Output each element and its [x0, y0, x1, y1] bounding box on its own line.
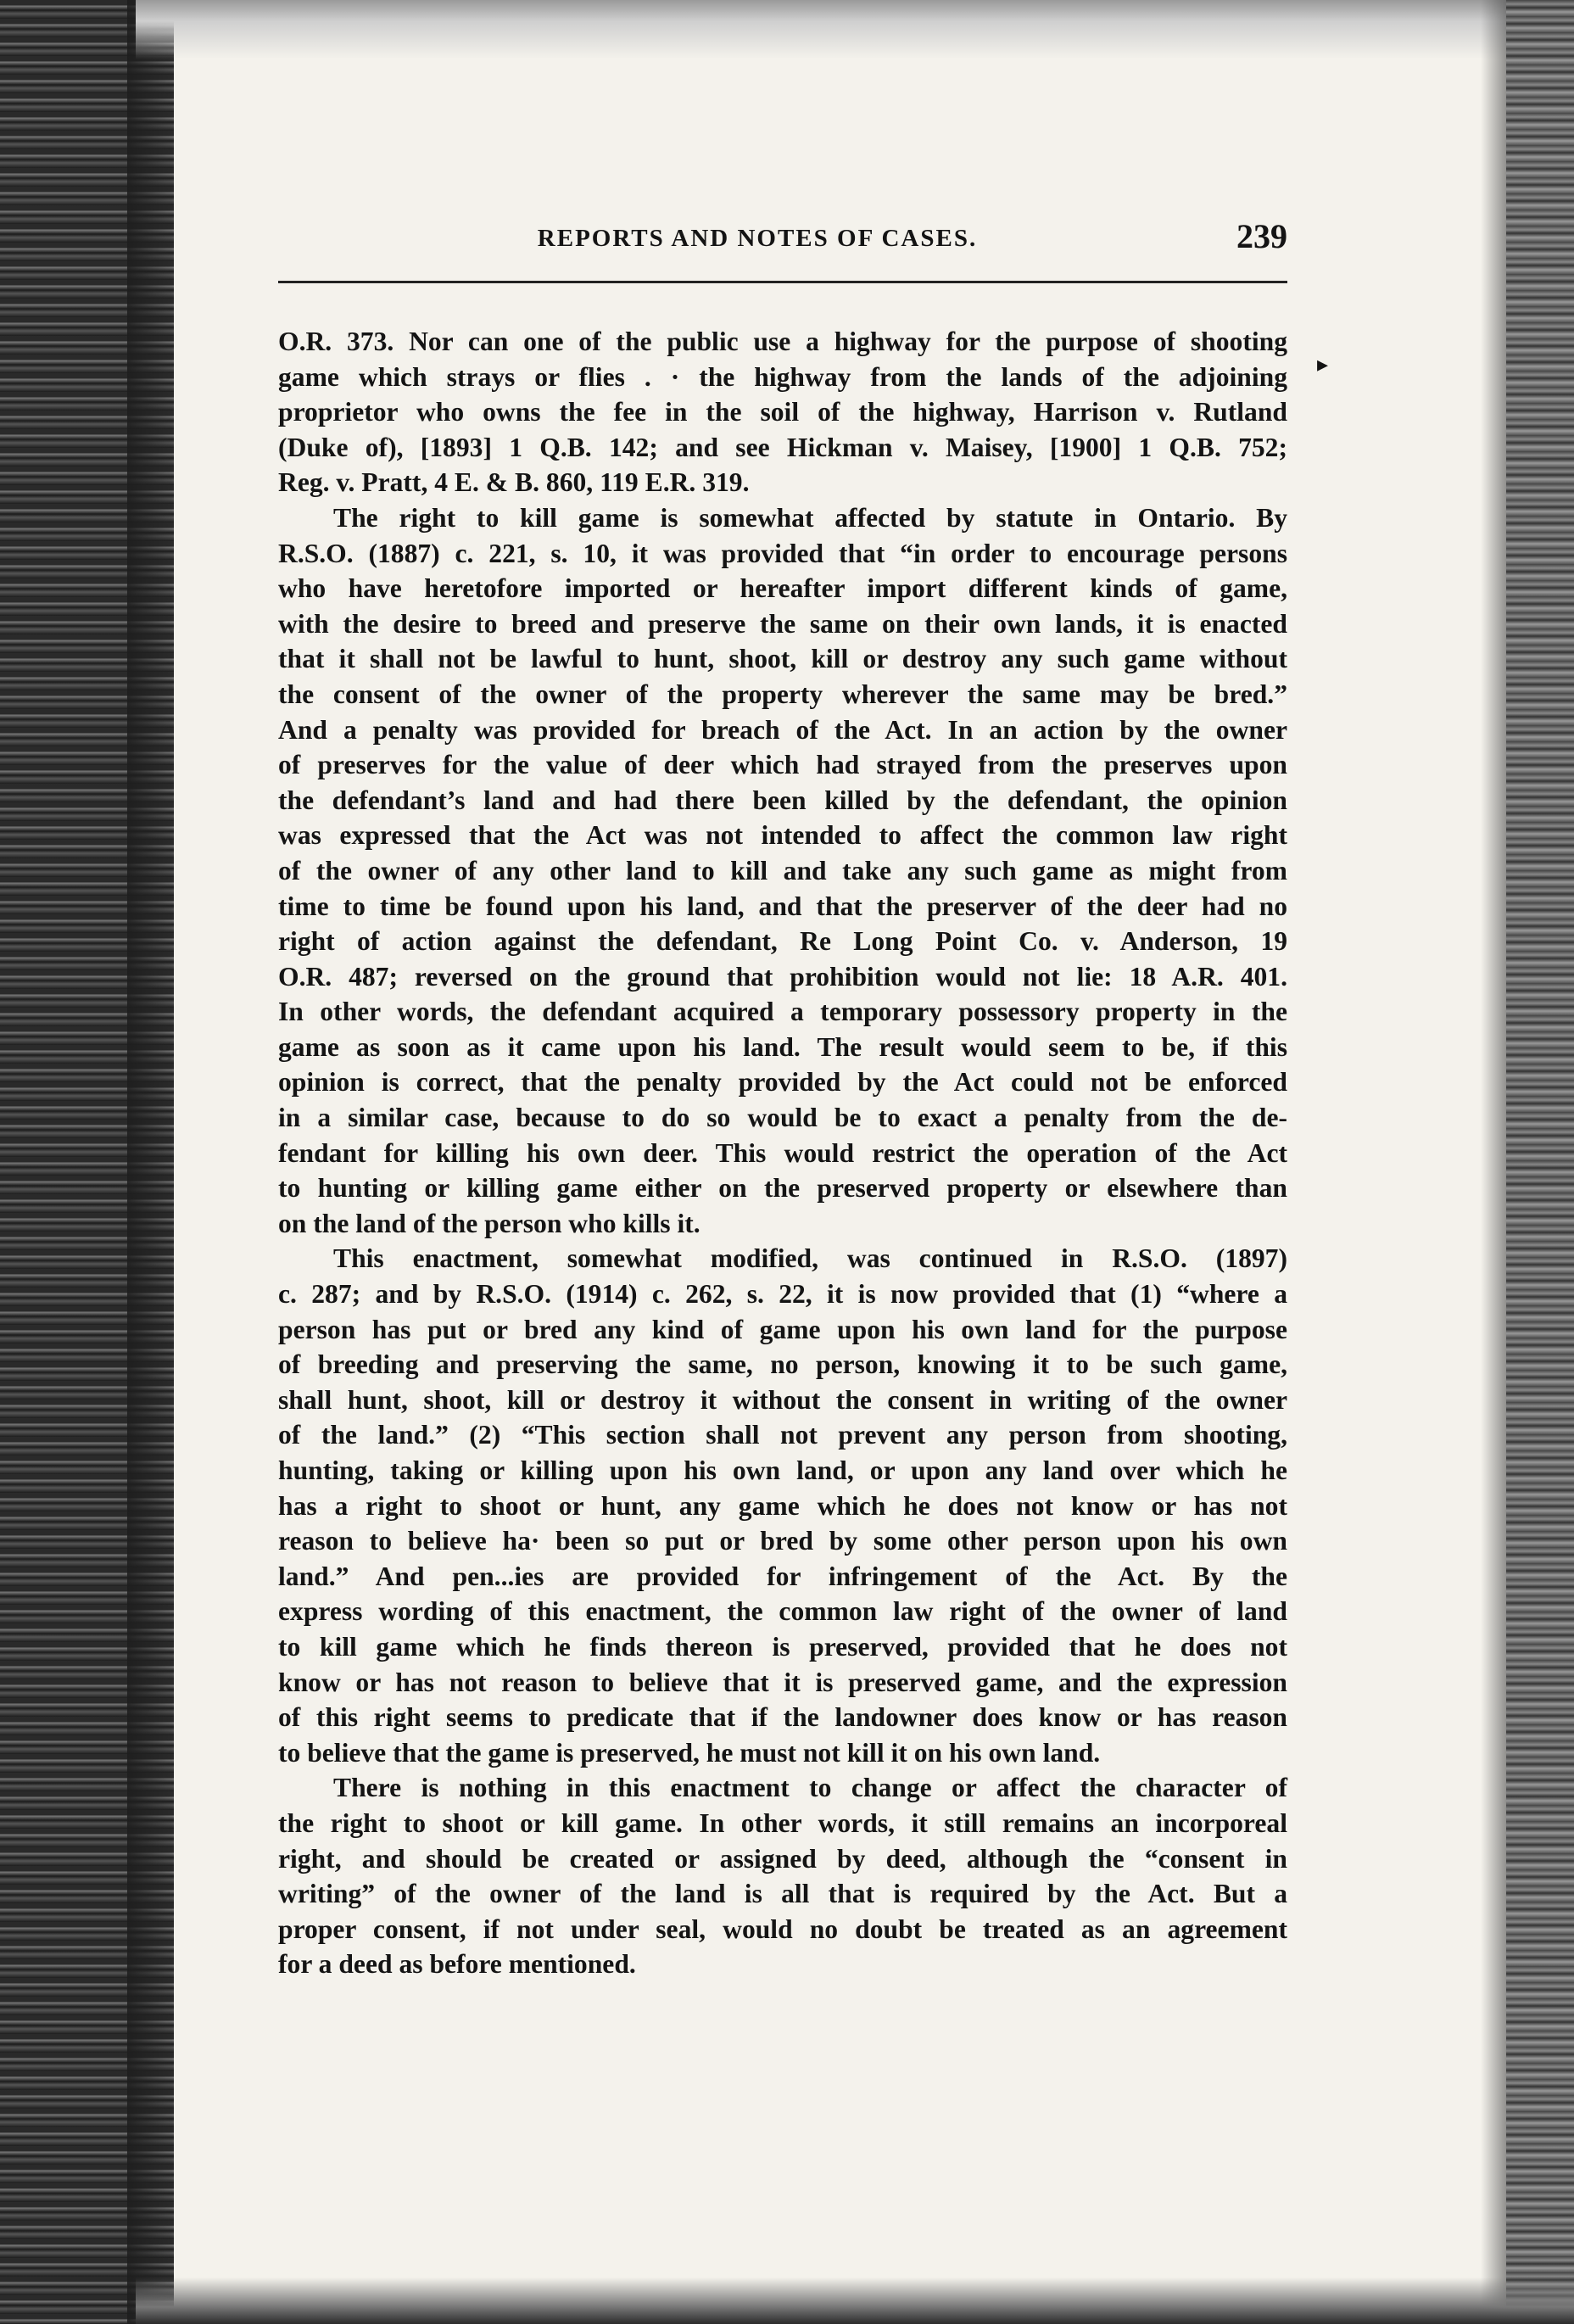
text-line: land.” And pen...ies are provided for infringement of the Act. By the [278, 1561, 1287, 1591]
text-line: the consent of the owner of the property wherever the same may be bred.” [278, 679, 1287, 709]
text-line: that it shall not be lawful to hunt, shoot, kill or destroy any such game without [278, 644, 1287, 674]
body-text [278, 324, 1287, 1982]
text-line: proprietor who owns the fee in the soil of the highway, Harrison v. Rutland [278, 397, 1287, 427]
text-line: for a deed as before mentioned. [278, 1949, 636, 1980]
text-line: was expressed that the Act was not intended to affect the common law right [278, 820, 1287, 851]
text-line: the defendant’s land and had there been killed by the defendant, the opinion [278, 785, 1287, 815]
scan-binding-edge [0, 0, 174, 2324]
text-line: right of action against the defendant, Re Long Point Co. v. Anderson, 19 [278, 926, 1287, 957]
text-line: shall hunt, shoot, kill or destroy it without the consent in writing of the owner [278, 1384, 1287, 1415]
paragraph [278, 324, 1287, 500]
scan-right-edge [1506, 0, 1574, 2324]
paragraph [278, 1241, 1287, 1770]
text-line: the right to shoot or kill game. In other words, it still remains an incorporeal [278, 1807, 1287, 1838]
text-line: know or has not reason to believe that it is preserved game, and the expression [278, 1667, 1287, 1697]
text-line: hunting, taking or killing upon his own land, or upon any land over which he [278, 1455, 1287, 1485]
text-line: with the desire to breed and preserve the same on their own lands, it is enacted [278, 608, 1287, 639]
text-line: There is nothing in this enactment to change or affect the character of [333, 1773, 1287, 1803]
text-line: R.S.O. (1887) c. 221, s. 10, it was provided that “in order to encourage persons [278, 538, 1287, 568]
text-line: of the owner of any other land to kill and take any such game as might from [278, 855, 1287, 885]
text-line: of preserves for the value of deer which had strayed from the preserves upon [278, 750, 1287, 780]
paragraph [278, 500, 1287, 1241]
text-line: reason to believe ha· been so put or bred by some other person upon his own [278, 1526, 1287, 1556]
text-line: writing” of the owner of the land is all that is required by the Act. But a [278, 1879, 1287, 1909]
text-line: of the land.” (2) “This section shall not prevent any person from shooting, [278, 1420, 1287, 1450]
running-head: REPORTS AND NOTES OF CASES. [537, 225, 978, 252]
text-line: of breeding and preserving the same, no person, knowing it to be such game, [278, 1349, 1287, 1380]
page-number: 239 [1236, 217, 1287, 255]
scan-bottom-edge [136, 2277, 1574, 2324]
text-line: proper consent, if not under seal, would no doubt be treated as an agreement [278, 1913, 1287, 1944]
page-content [278, 216, 1287, 1982]
text-line: (Duke of), [1893] 1 Q.B. 142; and see Hickman v. Maisey, [1900] 1 Q.B. 752; [278, 432, 1287, 462]
text-line: to kill game which he finds thereon is preserved, provided that he does not [278, 1631, 1287, 1662]
text-line: And a penalty was provided for breach of the Act. In an action by the owner [278, 714, 1287, 745]
margin-mark: ▸ [1317, 352, 1329, 377]
text-line: to hunting or killing game either on the preserved property or elsewhere than [278, 1173, 1287, 1204]
text-line: In other words, the defendant acquired a temporary possessory property in the [278, 997, 1287, 1027]
text-line: Reg. v. Pratt, 4 E. & B. 860, 119 E.R. 319. [278, 467, 750, 498]
text-line: right, and should be created or assigned by deed, although the “consent in [278, 1843, 1287, 1874]
text-line: O.R. 487; reversed on the ground that prohibition would not lie: 18 A.R. 401. [278, 961, 1287, 992]
text-line: who have heretofore imported or hereafter import different kinds of game, [278, 573, 1287, 604]
scan-top-edge [136, 0, 1574, 59]
text-line: on the land of the person who kills it. [278, 1208, 700, 1238]
text-line: person has put or bred any kind of game upon his own land for the purpose [278, 1314, 1287, 1344]
text-line: opinion is correct, that the penalty provided by the Act could not be enforced [278, 1067, 1287, 1098]
text-line: of this right seems to predicate that if the landowner does know or has reason [278, 1702, 1287, 1733]
page-header [278, 216, 1287, 267]
text-line: This enactment, somewhat modified, was continued in R.S.O. (1897) [333, 1243, 1287, 1274]
text-line: game as soon as it came upon his land. The result would seem to be, if this [278, 1031, 1287, 1062]
text-line: The right to kill game is somewhat affected by statute in Ontario. By [333, 502, 1287, 533]
text-line: express wording of this enactment, the common law right of the owner of land [278, 1596, 1287, 1627]
text-line: O.R. 373. Nor can one of the public use a highway for the purpose of shooting [278, 327, 1287, 356]
text-line: has a right to shoot or hunt, any game which he does not know or has not [278, 1490, 1287, 1521]
text-line: to believe that the game is preserved, he must not kill it on his own land. [278, 1737, 1101, 1768]
text-line: in a similar case, because to do so would be to exact a penalty from the de- [278, 1103, 1287, 1133]
text-line: c. 287; and by R.S.O. (1914) c. 262, s. 22, it is now provided that (1) “where a [278, 1279, 1287, 1310]
text-line: time to time be found upon his land, and that the preserver of the deer had no [278, 891, 1287, 921]
text-line: fendant for killing his own deer. This would restrict the operation of the Act [278, 1137, 1287, 1168]
text-line: game which strays or flies . · the highway from the lands of the adjoining [278, 361, 1287, 392]
paragraph [278, 1770, 1287, 1982]
header-rule [278, 281, 1287, 283]
